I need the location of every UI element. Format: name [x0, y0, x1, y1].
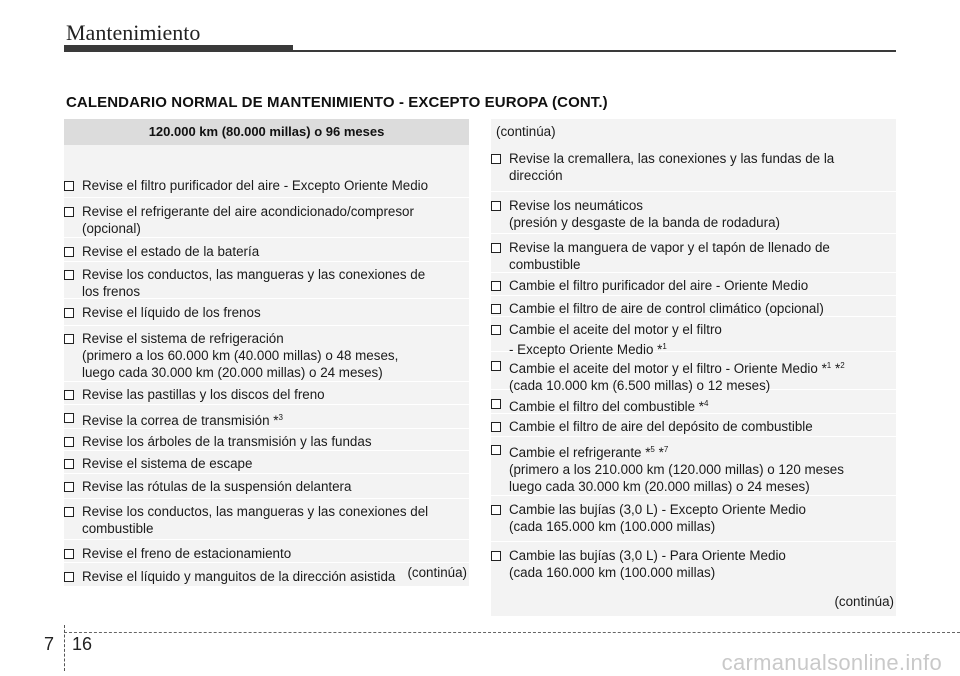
continued-note-right: (continúa)	[496, 124, 556, 139]
checkbox-square-icon	[64, 207, 74, 217]
checkbox-square-icon	[491, 399, 501, 409]
checklist-item-line: Revise el líquido y manguitos de la dirección asistida	[82, 569, 396, 584]
checklist-item-line: (presión y desgaste de la banda de rodadura)	[509, 215, 780, 230]
row-separator	[64, 325, 469, 326]
checklist-item-line: los frenos	[82, 284, 141, 299]
checklist-item-line: Cambie las bujías (3,0 L) - Para Oriente Medio	[509, 548, 786, 563]
checklist-item-text	[82, 433, 372, 450]
footer-rule	[64, 632, 960, 633]
checkbox-square-icon	[64, 413, 74, 423]
checklist-item-line: (opcional)	[82, 221, 141, 236]
checklist-item-line: Revise los conductos, las mangueras y las conexiones de	[82, 267, 426, 282]
row-separator	[64, 404, 469, 405]
checklist-item-line: Revise el sistema de refrigeración	[82, 331, 284, 346]
page-header-title: Mantenimiento	[66, 20, 201, 45]
checkbox-square-icon	[64, 308, 74, 318]
checklist-item-line: Revise los neumáticos	[509, 198, 643, 213]
checklist-item-line: combustible	[82, 521, 154, 536]
checklist-item-line: combustible	[509, 257, 581, 272]
checklist-item-line: Revise el refrigerante del aire acondicionado/compresor	[82, 204, 414, 219]
checkbox-square-icon	[491, 422, 501, 432]
checklist-item-line: (cada 160.000 km (100.000 millas)	[509, 565, 716, 580]
checklist-item-line: (cada 10.000 km (6.500 millas) o 12 meses)	[509, 378, 771, 393]
checklist-item-text	[509, 418, 813, 435]
checklist-item-text	[509, 357, 845, 394]
row-separator	[491, 233, 896, 234]
footnote-marker: 2	[840, 361, 845, 370]
checklist-item-line: Revise la manguera de vapor y el tapón de llenado de	[509, 240, 830, 255]
header-rule-thin	[293, 50, 896, 52]
checkbox-square-icon	[64, 482, 74, 492]
checklist-item-text	[82, 330, 398, 381]
row-separator	[491, 495, 896, 496]
row-separator	[64, 498, 469, 499]
chapter-number: 7	[44, 634, 55, 654]
row-separator	[64, 539, 469, 540]
checkbox-square-icon	[64, 507, 74, 517]
checklist-item-text	[82, 177, 428, 194]
checklist-item-text	[509, 321, 722, 358]
footer-divider	[64, 625, 65, 671]
checklist-item-text	[509, 277, 808, 294]
checklist-item-line: Cambie el aceite del motor y el filtro	[509, 322, 722, 337]
checklist-item-line: Revise los árboles de la transmisión y las fundas	[82, 434, 372, 449]
row-separator	[64, 261, 469, 262]
checklist-item-line: dirección	[509, 168, 563, 183]
checklist-item-line: (primero a los 60.000 km (40.000 millas) o 48 meses,	[82, 348, 399, 363]
checkbox-square-icon	[64, 549, 74, 559]
row-separator	[64, 381, 469, 382]
checklist-item-line: Cambie el filtro de aire del depósito de combustible	[509, 419, 813, 434]
left-maintenance-column	[64, 119, 469, 586]
row-separator	[64, 197, 469, 198]
checklist-item-line: Revise la cremallera, las conexiones y las fundas de la	[509, 151, 835, 166]
checkbox-square-icon	[64, 390, 74, 400]
footnote-marker: 7	[663, 445, 669, 454]
checkbox-square-icon	[64, 572, 74, 582]
checklist-item-line: luego cada 30.000 km (20.000 millas) o 24 meses)	[82, 365, 383, 380]
checklist-item-text	[82, 409, 283, 429]
checkbox-square-icon	[491, 325, 501, 335]
checkbox-square-icon	[64, 437, 74, 447]
checklist-item-line: Cambie el aceite del motor y el filtro - Oriente Medio *$^1$ *$^2$	[509, 361, 845, 376]
checklist-item-text	[82, 243, 259, 260]
checklist-item-text	[82, 203, 414, 237]
checklist-item-line: Revise los conductos, las mangueras y las conexiones del	[82, 504, 429, 519]
row-separator	[64, 237, 469, 238]
checklist-item-text	[82, 304, 261, 321]
page-number: 16	[72, 634, 93, 654]
section-title: CALENDARIO NORMAL DE MANTENIMIENTO - EXCEPTO EUROPA (CONT.)	[66, 94, 608, 111]
interval-heading: 120.000 km (80.000 millas) o 96 meses	[64, 119, 469, 145]
checkbox-square-icon	[491, 551, 501, 561]
checklist-item-line: Revise el filtro purificador del aire - Excepto Oriente Medio	[82, 178, 429, 193]
checklist-item-line: Cambie las bujías (3,0 L) - Excepto Oriente Medio	[509, 502, 806, 517]
checkbox-square-icon	[491, 361, 501, 371]
checklist-item-text	[82, 478, 351, 495]
row-separator	[491, 436, 896, 437]
row-separator	[64, 562, 469, 563]
footnote-marker: 1	[826, 361, 832, 370]
footnote-marker: 4	[704, 399, 709, 408]
checklist-item-text	[82, 455, 252, 472]
checkbox-square-icon	[64, 334, 74, 344]
checklist-item-line: Cambie el filtro del combustible *$^4$	[509, 399, 709, 414]
watermark-text: carmanualsonline.info	[721, 650, 942, 675]
checkbox-square-icon	[491, 243, 501, 253]
checklist-item-line: - Excepto Oriente Medio *$^1$	[509, 342, 667, 357]
header-rule-thick	[64, 45, 293, 52]
checklist-item-text	[82, 545, 291, 562]
checkbox-square-icon	[64, 247, 74, 257]
checkbox-square-icon	[491, 505, 501, 515]
checklist-item-line: Revise el estado de la batería	[82, 244, 260, 259]
checklist-item-line: Cambie el filtro de aire de control climático (opcional)	[509, 301, 824, 316]
footnote-marker: 1	[662, 342, 667, 351]
checklist-item-text	[82, 568, 395, 585]
checklist-item-line: Cambie el refrigerante *$^5$ *$^7$	[509, 445, 669, 460]
row-separator	[491, 295, 896, 296]
footnote-marker: 5	[650, 445, 655, 454]
checkbox-square-icon	[491, 445, 501, 455]
checkbox-square-icon	[64, 181, 74, 191]
checklist-item-line: (primero a los 210.000 km (120.000 millas) o 120 meses	[509, 462, 844, 477]
checkbox-square-icon	[491, 304, 501, 314]
checklist-item-text	[509, 547, 786, 581]
checklist-item-line: (cada 165.000 km (100.000 millas)	[509, 519, 716, 534]
checklist-item-text	[509, 239, 830, 273]
checklist-item-text	[82, 386, 325, 403]
checklist-item-line: Revise el líquido de los frenos	[82, 305, 261, 320]
checkbox-square-icon	[64, 270, 74, 280]
continues-note-left: (continúa)	[407, 565, 467, 580]
checklist-item-line: Revise las pastillas y los discos del freno	[82, 387, 325, 402]
checklist-item-text	[509, 300, 824, 317]
checkbox-square-icon	[491, 281, 501, 291]
checklist-item-text	[82, 266, 425, 300]
row-separator	[491, 191, 896, 192]
footnote-marker: 3	[278, 413, 283, 422]
checkbox-square-icon	[64, 459, 74, 469]
checklist-item-line: Revise el sistema de escape	[82, 456, 253, 471]
continues-note-right: (continúa)	[834, 594, 894, 609]
checklist-item-text	[509, 150, 834, 184]
checklist-item-text	[509, 441, 844, 495]
checklist-item-line: Cambie el filtro purificador del aire - Oriente Medio	[509, 278, 809, 293]
checkbox-square-icon	[491, 154, 501, 164]
checklist-item-line: Revise el freno de estacionamiento	[82, 546, 292, 561]
row-separator	[64, 450, 469, 451]
checklist-item-text	[509, 395, 708, 415]
checkbox-square-icon	[491, 201, 501, 211]
checklist-item-text	[509, 501, 806, 535]
right-maintenance-column	[491, 119, 896, 616]
checklist-item-text	[509, 197, 780, 231]
checklist-item-line: Revise la correa de transmisión *$^3$	[82, 413, 283, 428]
checklist-item-line: Revise las rótulas de la suspensión delantera	[82, 479, 352, 494]
checklist-item-text	[82, 503, 428, 537]
row-separator	[491, 541, 896, 542]
row-separator	[64, 473, 469, 474]
checklist-item-line: luego cada 30.000 km (20.000 millas) o 24 meses)	[509, 479, 810, 494]
